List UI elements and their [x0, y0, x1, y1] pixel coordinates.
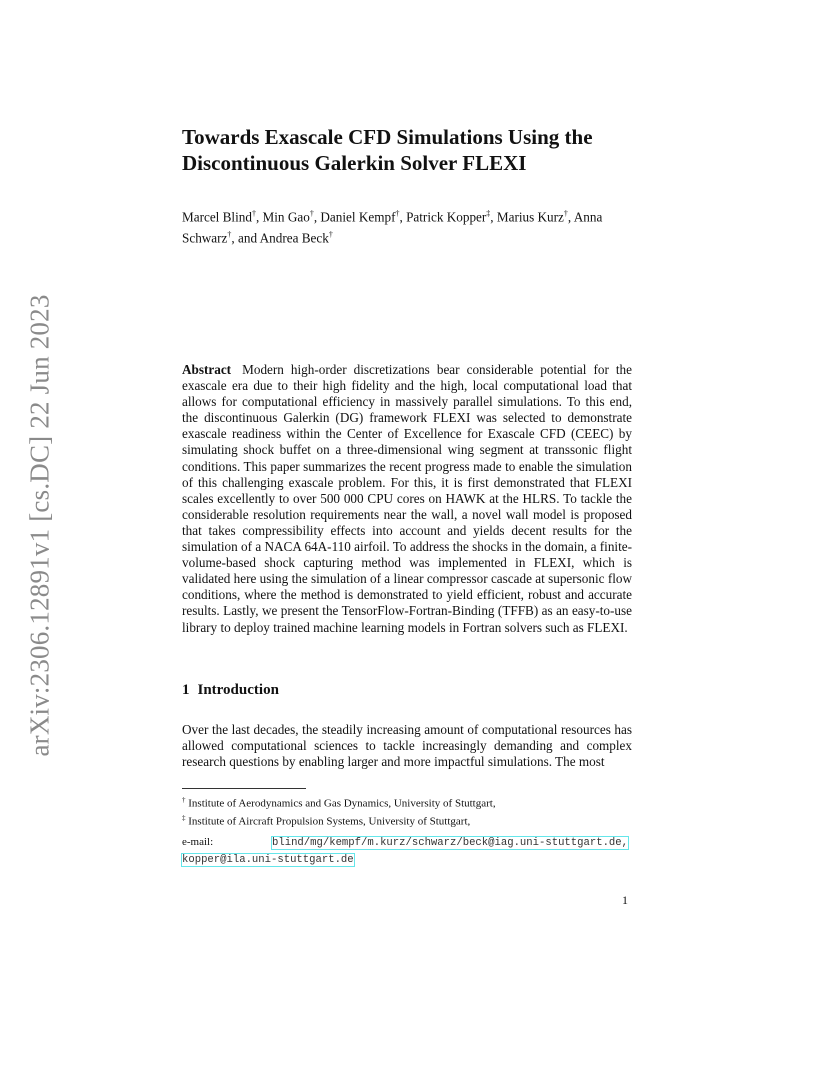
footnote-text: Institute of Aircraft Propulsion Systems, University of Stuttgart,: [188, 815, 471, 828]
arxiv-identifier-stamp: [20, 290, 60, 760]
email-label: e-mail:: [182, 836, 214, 848]
affiliation-mark: †: [563, 209, 568, 218]
author-name: Anna Schwarz: [182, 209, 603, 246]
arxiv-identifier: arXiv:2306.12891v1 [cs.DC] 22 Jun 2023: [24, 293, 55, 757]
email-link-iag[interactable]: blind/mg/kempf/m.kurz/schwarz/beck@iag.uni-stuttgart.de,: [272, 837, 629, 849]
abstract-text: Modern high-order discretizations bear considerable potential for the exascale era due to their high fidelity and the high, local computational load that allows for computational efficiency in massively parallel simulations. To this end, the discontinuous Galerkin (DG) framework FLEXI was selected to demonstrate exascale readiness within the Center of Excellence for Exascale CFD (CEEC) by simulating shock buffet on a three-dimensional wing segment at transsonic flight conditions. This paper summarizes the recent progress made to enable the simulation of this challenging exascale problem. For this, it is first demonstrated that FLEXI scales excellently to over 500 000 CPU cores on HAWK at the HLRS. To tackle the considerable resolution requirements near the wall, a novel wall model is proposed that takes compressibility effects into account and yields decent results for the simulation of a NACA 64A-110 airfoil. To address the shocks in the domain, a finite-volume-based shock capturing method was implemented in FLEXI, which is validated here using the simulation of a linear compressor cascade at supersonic flow conditions, where the method is demonstrated to yield efficient, robust and accurate results. Lastly, we present the TensorFlow-Fortran-Binding (TFFB) as an easy-to-use library to deploy trained machine learning models in Fortran solvers such as FLEXI.: [182, 362, 632, 635]
intro-paragraph: Over the last decades, the steadily increasing amount of computational resources has allowed computational sciences to tackle increasingly demanding and complex research questions by enabling larger and more impactful simulations. The most: [182, 722, 632, 770]
affiliation-mark: †: [395, 209, 400, 218]
author-name: Daniel Kempf: [320, 209, 396, 225]
section-heading: [182, 682, 632, 699]
footnote-2: [182, 811, 632, 829]
abstract-heading: Abstract: [182, 362, 232, 377]
footnote-mark: ‡: [182, 813, 186, 822]
author-name: Marius Kurz: [496, 209, 564, 225]
footnote-mark: †: [182, 796, 186, 804]
author-list: Marcel Blind†, Min Gao†, Daniel Kempf†, Patrick Kopper‡, Marius Kurz†, Anna Schwarz†, and Andrea Beck†: [182, 209, 603, 246]
page-number: 1: [622, 893, 628, 907]
abstract: [182, 362, 632, 636]
author-name: Patrick Kopper: [406, 209, 487, 225]
affiliation-mark: †: [328, 230, 333, 240]
author-name: Marcel Blind: [182, 209, 252, 225]
footnote-1: [182, 793, 632, 811]
footnote-divider: [182, 788, 306, 789]
footnote-text: Institute of Aerodynamics and Gas Dynamics, University of Stuttgart,: [188, 797, 496, 810]
affiliation-mark: †: [309, 209, 314, 218]
email-link-ila[interactable]: kopper@ila.uni-stuttgart.de: [182, 854, 354, 866]
section-title: Introduction: [197, 682, 279, 698]
footnotes: [182, 793, 632, 828]
affiliation-mark: †: [227, 230, 232, 240]
paper-title: Towards Exascale CFD Simulations Using the Discontinuous Galerkin Solver FLEXI: [182, 125, 593, 175]
author-name: Min Gao: [262, 209, 310, 225]
author-name: Andrea Beck: [259, 230, 329, 246]
email-block: [182, 834, 632, 868]
affiliation-mark: †: [251, 209, 256, 218]
section-number: 1: [182, 682, 190, 698]
affiliation-mark: ‡: [486, 209, 491, 218]
